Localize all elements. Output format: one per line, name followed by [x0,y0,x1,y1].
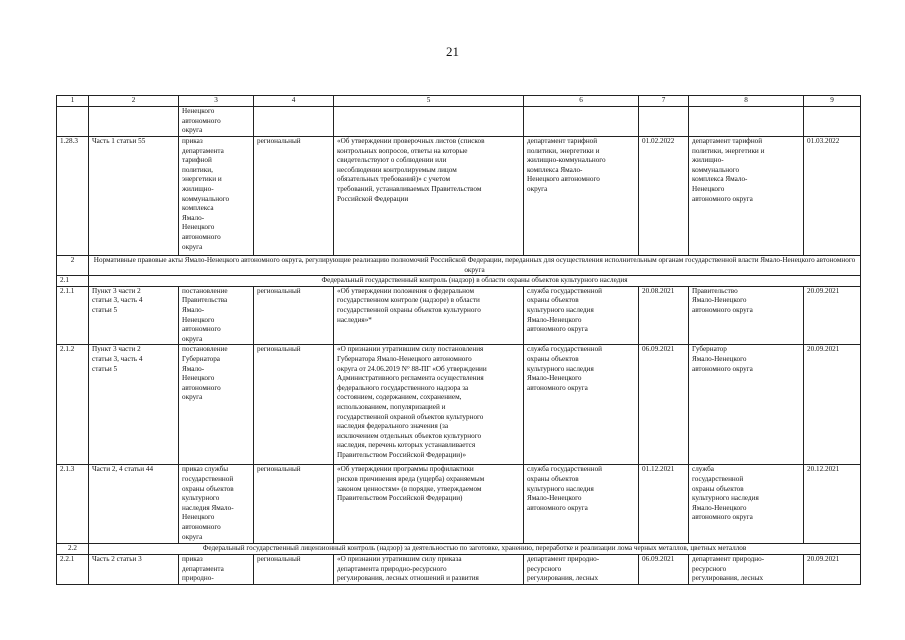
cell-doc-type: постановление Правительства Ямало- Ненецкого автономного округа [179,286,254,345]
cell-date-submit: 01.12.2021 [639,465,689,544]
table-row [57,554,861,584]
cell-date-submit: 01.02.2022 [639,137,689,256]
cell-doc-type: приказ департамента тарифной политики, энергетики и жилищно- коммунального комплекса Ямало- Ненецкого автономного округа [179,137,254,256]
section-row [57,276,861,287]
cell-doc-type: приказ службы государственной охраны объектов культурного наследия Ямало- Ненецкого автономного округа [179,465,254,544]
cell-developer: служба государственной охраны объектов культурного наследия Ямало-Ненецкого автономного округа [524,286,639,345]
cell-date-submit: 06.09.2021 [639,554,689,584]
section-title: Нормативные правовые акты Ямало-Ненецкого автономного округа, регулирующие реализацию полномочий Российской Федерации, переданных для осуществления исполнительным органам государственной власти Ямало-Ненецкого автономного округа [89,256,861,276]
cell-adopter: Губернатор Ямало-Ненецкого автономного округа [689,345,804,465]
col-header: 6 [524,96,639,107]
table-row [57,286,861,345]
cell-date-submit: 20.08.2021 [639,286,689,345]
cell-number: 2.1.1 [57,286,89,345]
cell-empty [524,107,639,137]
cell-adopter: служба государственной охраны объектов культурного наследия Ямало-Ненецкого автономного округа [689,465,804,544]
cell-developer: департамент тарифной политики, энергетики и жилищно-коммунального комплекса Ямало- Ненецкого автономного округа [524,137,639,256]
cell-empty [639,107,689,137]
cell-level: региональный [254,465,334,544]
cell-basis: Часть 2 статьи 3 [89,554,179,584]
table-row [57,465,861,544]
cell-empty [689,107,804,137]
cell-doc-type: Ненецкого автономного округа [179,107,254,137]
col-header: 5 [334,96,524,107]
col-header: 7 [639,96,689,107]
cell-empty [334,107,524,137]
cell-empty [254,107,334,137]
table-row-continuation [57,107,861,137]
cell-empty [89,107,179,137]
cell-date-submit: 06.09.2021 [639,345,689,465]
cell-title: «Об утверждении программы профилактики рисков причинения вреда (ущерба) охраняемым законом ценностям» (в порядке, утверждаемом Правительством Российской Федерации) [334,465,524,544]
cell-level: региональный [254,345,334,465]
cell-number: 1.28.3 [57,137,89,256]
col-header: 2 [89,96,179,107]
cell-doc-type: постановление Губернатора Ямало- Ненецкого автономного округа [179,345,254,465]
section-title: Федеральный государственный контроль (надзор) в области охраны объектов культурного наследия [89,276,861,287]
section-row [57,256,861,276]
cell-basis: Части 2, 4 статьи 44 [89,465,179,544]
cell-empty [804,107,861,137]
cell-basis: Часть 1 статьи 55 [89,137,179,256]
cell-number: 2.2.1 [57,554,89,584]
section-number: 2.1 [57,276,89,287]
section-row [57,544,861,555]
regulatory-acts-table [56,95,861,585]
column-number-row [57,96,861,107]
cell-basis: Пункт 3 части 2 статьи 3, часть 4 статьи 5 [89,345,179,465]
cell-title: «О признании утратившим силу постановления Губернатора Ямало-Ненецкого автономного округа от 24.06.2019 N° 88-ПГ «Об утверждении Административного регламента осуществления федерального государственного надзора за состоянием, содержанием, сохранением, использованием, популяризацией и государственной охраной объектов культурного наследия федерального значения (за исключением отдельных объектов культурного наследия, перечень которых устанавливается Правительством Российской Федерации)» [334,345,524,465]
cell-level: региональный [254,554,334,584]
cell-number: 2.1.3 [57,465,89,544]
cell-basis: Пункт 3 части 2 статьи 3, часть 4 статьи 5 [89,286,179,345]
cell-adopter: департамент природно- ресурсного регулирования, лесных [689,554,804,584]
cell-adopter: департамент тарифной политики, энергетики и жилищно- коммунального комплекса Ямало- Ненецкого автономного округа [689,137,804,256]
cell-title: «Об утверждении положения о федеральном государственном контроле (надзоре) в области государственной охраны объектов культурного наследия»* [334,286,524,345]
col-header: 4 [254,96,334,107]
cell-date-adopt: 20.09.2021 [804,554,861,584]
col-header: 8 [689,96,804,107]
table-row [57,137,861,256]
cell-title: «О признании утратившим силу приказа департамента природно-ресурсного регулирования, лесных отношений и развития [334,554,524,584]
table-row [57,345,861,465]
cell-number: 2.1.2 [57,345,89,465]
col-header: 1 [57,96,89,107]
cell-date-adopt: 20.12.2021 [804,465,861,544]
col-header: 3 [179,96,254,107]
section-number: 2.2 [57,544,89,555]
cell-level: региональный [254,286,334,345]
page-number: 21 [446,44,459,59]
section-number: 2 [57,256,89,276]
cell-doc-type: приказ департамента природно- [179,554,254,584]
cell-adopter: Правительство Ямало-Ненецкого автономного округа [689,286,804,345]
cell-developer: служба государственной охраны объектов культурного наследия Ямало-Ненецкого автономного округа [524,465,639,544]
cell-developer: служба государственной охраны объектов культурного наследия Ямало-Ненецкого автономного округа [524,345,639,465]
cell-date-adopt: 20.09.2021 [804,345,861,465]
section-title: Федеральный государственный лицензионный контроль (надзор) за деятельностью по заготовке, хранению, переработке и реализации лома черных металлов, цветных металлов [89,544,861,555]
cell-level: региональный [254,137,334,256]
cell-date-adopt: 20.09.2021 [804,286,861,345]
cell-empty [57,107,89,137]
cell-developer: департамент природно- ресурсного регулирования, лесных [524,554,639,584]
col-header: 9 [804,96,861,107]
cell-date-adopt: 01.03.2022 [804,137,861,256]
cell-title: «Об утверждении проверочных листов (списков контрольных вопросов, ответы на которые свидетельствуют о соблюдении или несоблюдении контролируемым лицом обязательных требований)» с учетом требований, устанавливаемых Правительством Российской Федерации [334,137,524,256]
